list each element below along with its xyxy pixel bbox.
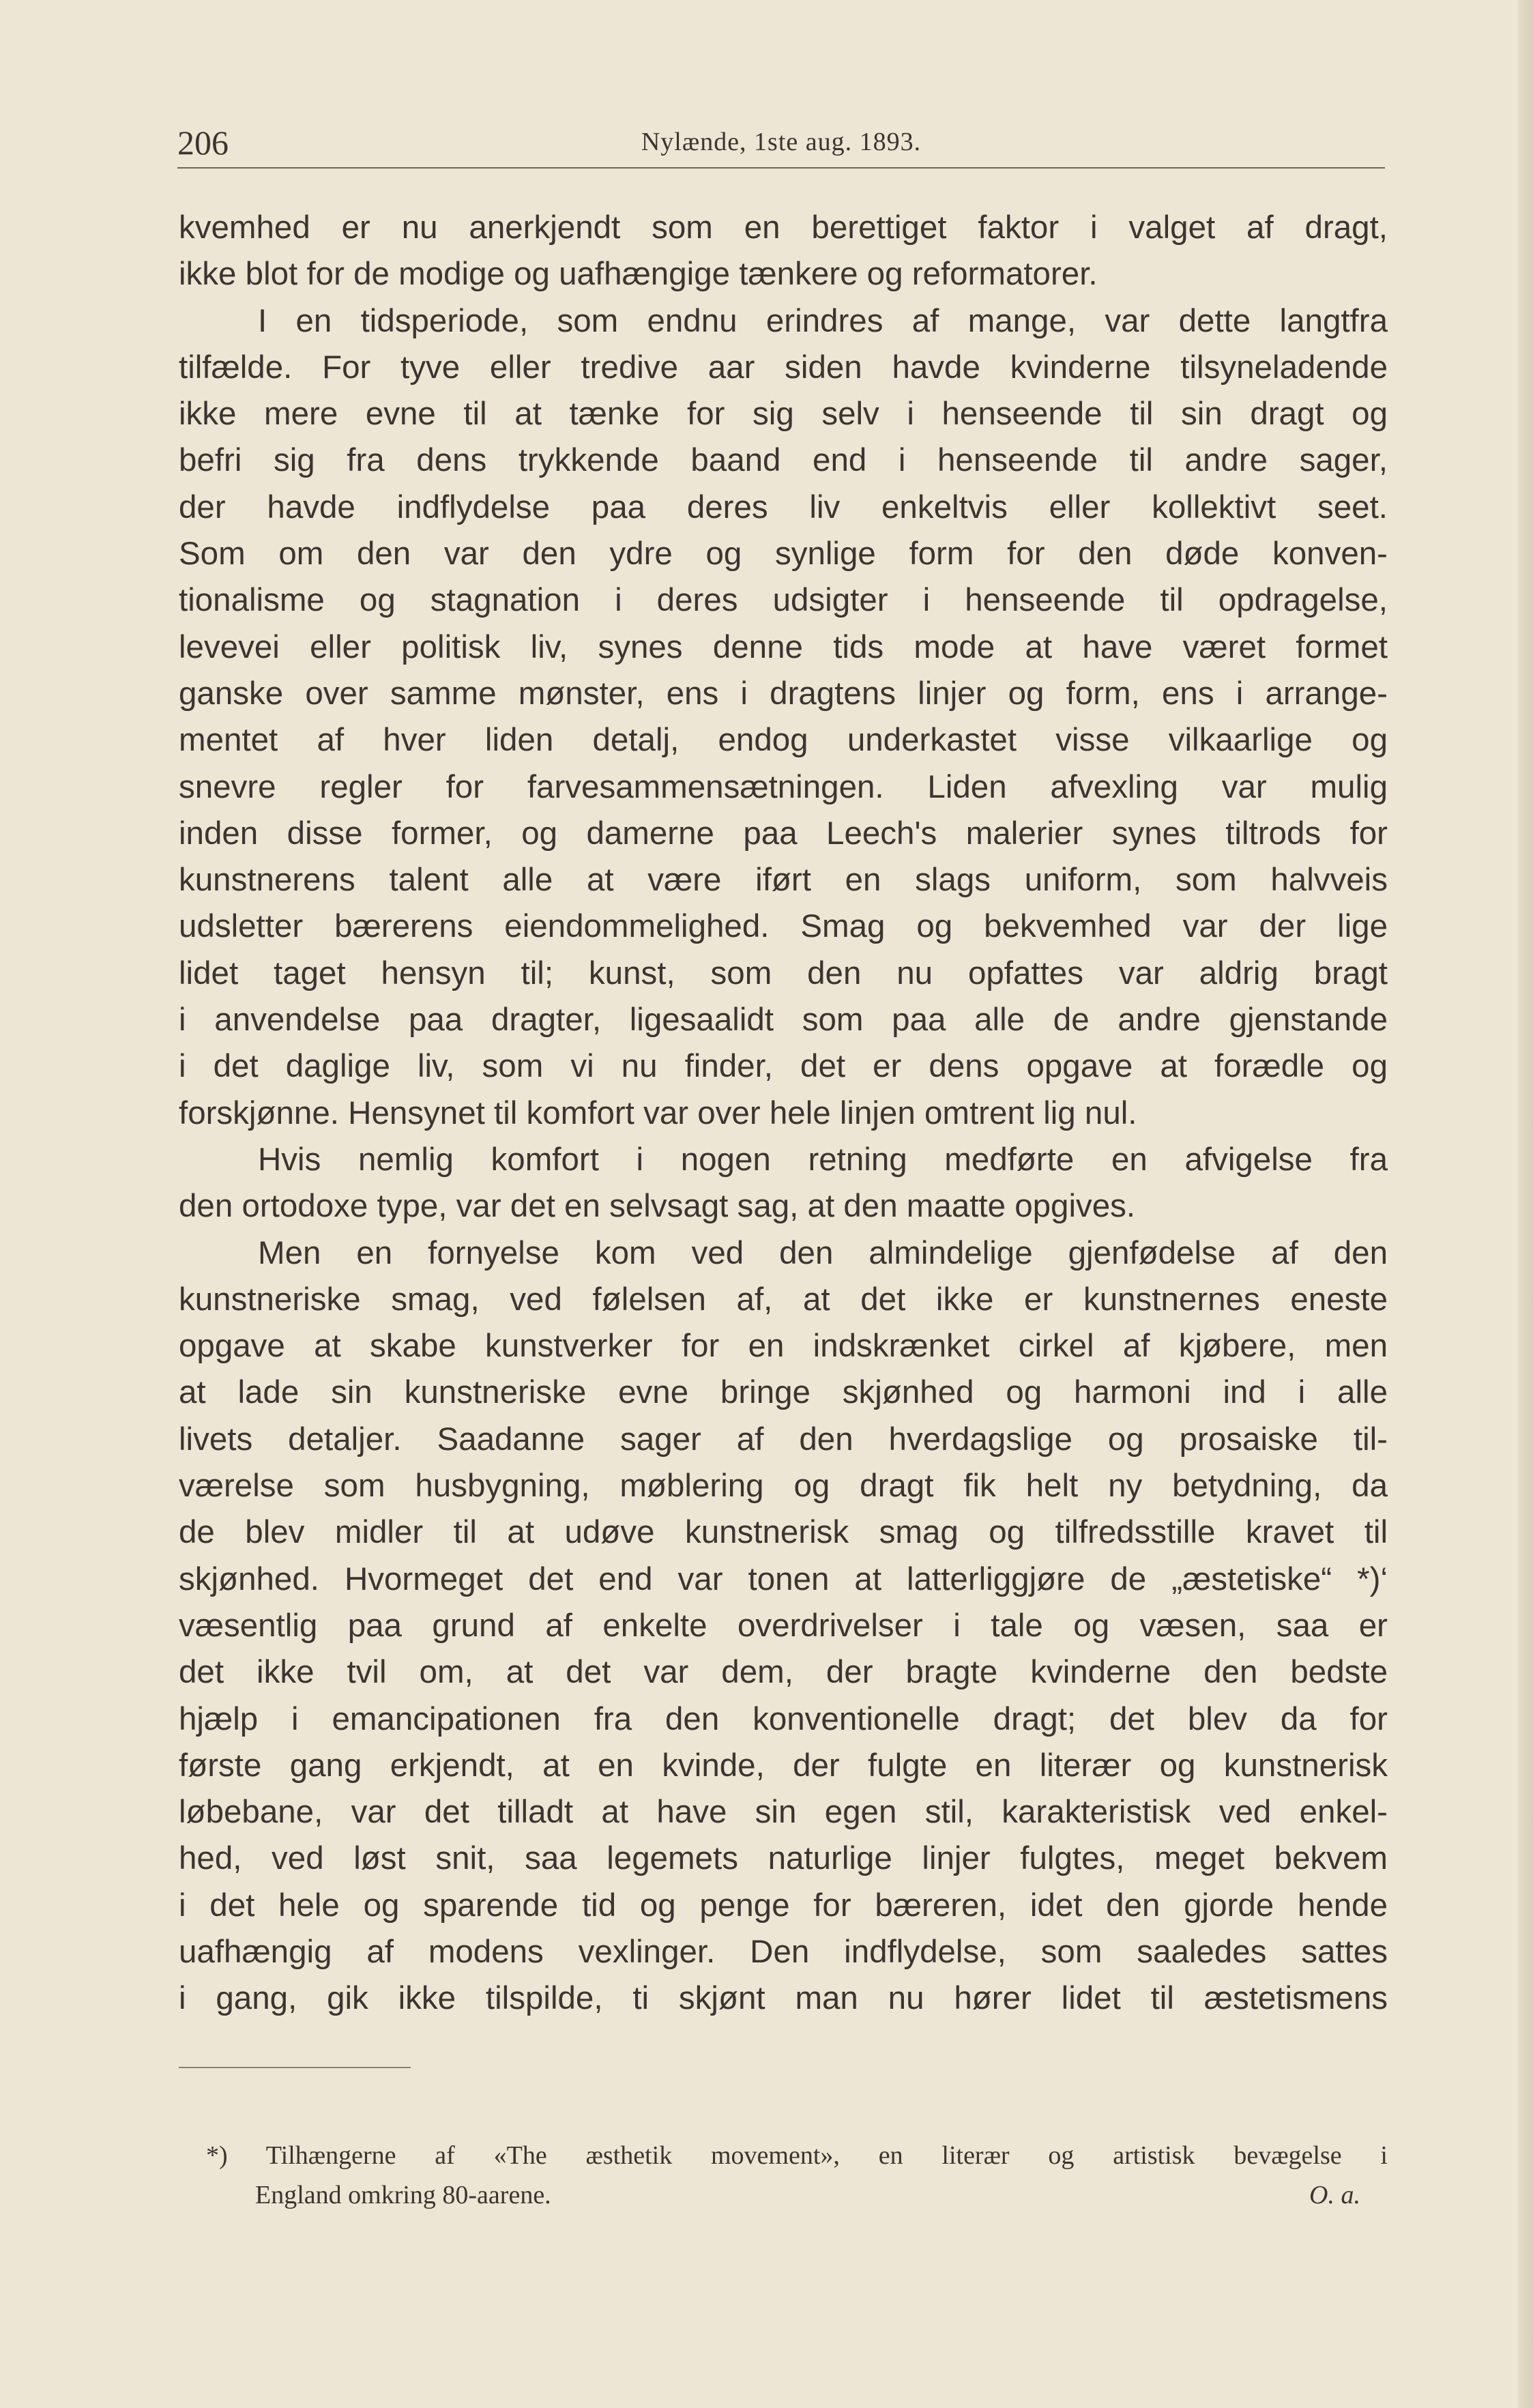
text-line: Hvis nemlig komfort i nogen retning medførte en afvigelse fra: [258, 1141, 1388, 1178]
page-header: [177, 116, 1385, 171]
text-line: de blev midler til at udøve kunstnerisk smag og tilfredsstille kravet til: [179, 1514, 1388, 1551]
text-line: ganske over samme mønster, ens i dragtens linjer og form, ens i arrange-: [179, 675, 1388, 712]
page-number: 206: [177, 124, 229, 162]
text-line: værelse som husbygning, møblering og dragt fik helt ny betydning, da: [179, 1468, 1388, 1505]
footnote: [179, 2136, 1388, 2215]
text-line: Men en fornyelse kom ved den almindelige gjenfødelse af den: [258, 1234, 1388, 1271]
text-line: I en tidsperiode, som endnu erindres af mange, var dette langtfra: [258, 302, 1388, 339]
footnote-line-text: England omkring 80-aarene.: [255, 2181, 551, 2209]
text-line: det ikke tvil om, at det var dem, der bragte kvinderne den bedste: [179, 1654, 1388, 1691]
text-line: hjælp i emancipationen fra den konventionelle dragt; det blev da for: [179, 1700, 1388, 1737]
header-rule: [177, 167, 1385, 169]
body-text: [179, 205, 1388, 2022]
text-line: den ortodoxe type, var det en selvsagt sag, at den maatte opgives.: [179, 1188, 1136, 1225]
text-line: i gang, gik ikke tilspilde, ti skjønt man nu hører lidet til æstetismens: [179, 1980, 1388, 2017]
text-line: der havde indflydelse paa deres liv enkeltvis eller kollektivt seet.: [179, 489, 1388, 525]
text-line: inden disse former, og damerne paa Leech's malerier synes tiltrods for: [179, 815, 1388, 852]
text-line: snevre regler for farvesammensætningen. Liden afvexling var mulig: [179, 768, 1388, 805]
text-line: tilfælde. For tyve eller tredive aar siden havde kvinderne tilsyneladende: [179, 349, 1388, 386]
text-line: lidet taget hensyn til; kunst, som den nu opfattes var aldrig bragt: [179, 955, 1388, 991]
text-line: første gang erkjendt, at en kvinde, der fulgte en literær og kunstnerisk: [179, 1747, 1388, 1784]
text-line: ikke mere evne til at tænke for sig selv i henseende til sin dragt og: [179, 396, 1388, 433]
page-edge: [1518, 0, 1533, 2408]
text-line: kunstnerens talent alle at være iført en slags uniform, som halvveis: [179, 862, 1388, 899]
text-line: levevei eller politisk liv, synes denne tids mode at have været formet: [179, 628, 1388, 665]
text-line: Som om den var den ydre og synlige form for den døde konven-: [179, 536, 1388, 572]
text-line: kvemhed er nu anerkjendt som en berettiget faktor i valget af dragt,: [179, 209, 1388, 246]
text-line: tionalisme og stagnation i deres udsigter i henseende til opdragelse,: [179, 582, 1388, 619]
text-line: løbebane, var det tilladt at have sin egen stil, karakteristisk ved enkel-: [179, 1794, 1388, 1831]
running-head: Nylænde, 1ste aug. 1893.: [641, 128, 922, 156]
text-line: i det hele og sparende tid og penge for bæreren, idet den gjorde hende: [179, 1887, 1388, 1924]
text-line: at lade sin kunstneriske evne bringe skjønhed og harmoni ind i alle: [179, 1374, 1388, 1411]
text-line: mentet af hver liden detalj, endog underkastet visse vilkaarlige og: [179, 722, 1388, 759]
text-line: skjønhed. Hvormeget det end var tonen at latterliggjøre de „æstetiske“ *)‘: [179, 1561, 1388, 1597]
text-line: ikke blot for de modige og uafhængige tænkere og reformatorer.: [179, 256, 1098, 293]
text-line: uafhængig af modens vexlinger. Den indflydelse, som saaledes sattes: [179, 1933, 1388, 1970]
footnote-rule: [179, 2067, 411, 2068]
text-line: hed, ved løst snit, saa legemets naturlige linjer fulgtes, meget bekvem: [179, 1840, 1388, 1877]
footnote-signature: O. a.: [1309, 2181, 1360, 2209]
text-line: udsletter bærerens eiendommelighed. Smag og bekvemhed var der lige: [179, 908, 1388, 945]
text-line: i det daglige liv, som vi nu finder, det er dens opgave at forædle og: [179, 1048, 1388, 1085]
footnote-line-2: [179, 2175, 1388, 2215]
text-line: i anvendelse paa dragter, ligesaalidt som paa alle de andre gjenstande: [179, 1002, 1388, 1039]
footnote-line: *) Tilhængerne af «The æsthetik movement», en literær og artistisk bevægelse i: [206, 2141, 1388, 2170]
text-line: befri sig fra dens trykkende baand end i henseende til andre sager,: [179, 442, 1388, 479]
text-line: forskjønne. Hensynet til komfort var over hele linjen omtrent lig nul.: [179, 1094, 1137, 1131]
text-line: væsentlig paa grund af enkelte overdrivelser i tale og væsen, saa er: [179, 1607, 1388, 1644]
text-line: opgave at skabe kunstverker for en indskrænket cirkel af kjøbere, men: [179, 1328, 1388, 1365]
text-line: livets detaljer. Saadanne sager af den hverdagslige og prosaiske til-: [179, 1421, 1388, 1457]
text-line: kunstneriske smag, ved følelsen af, at det ikke er kunstnernes eneste: [179, 1281, 1388, 1318]
